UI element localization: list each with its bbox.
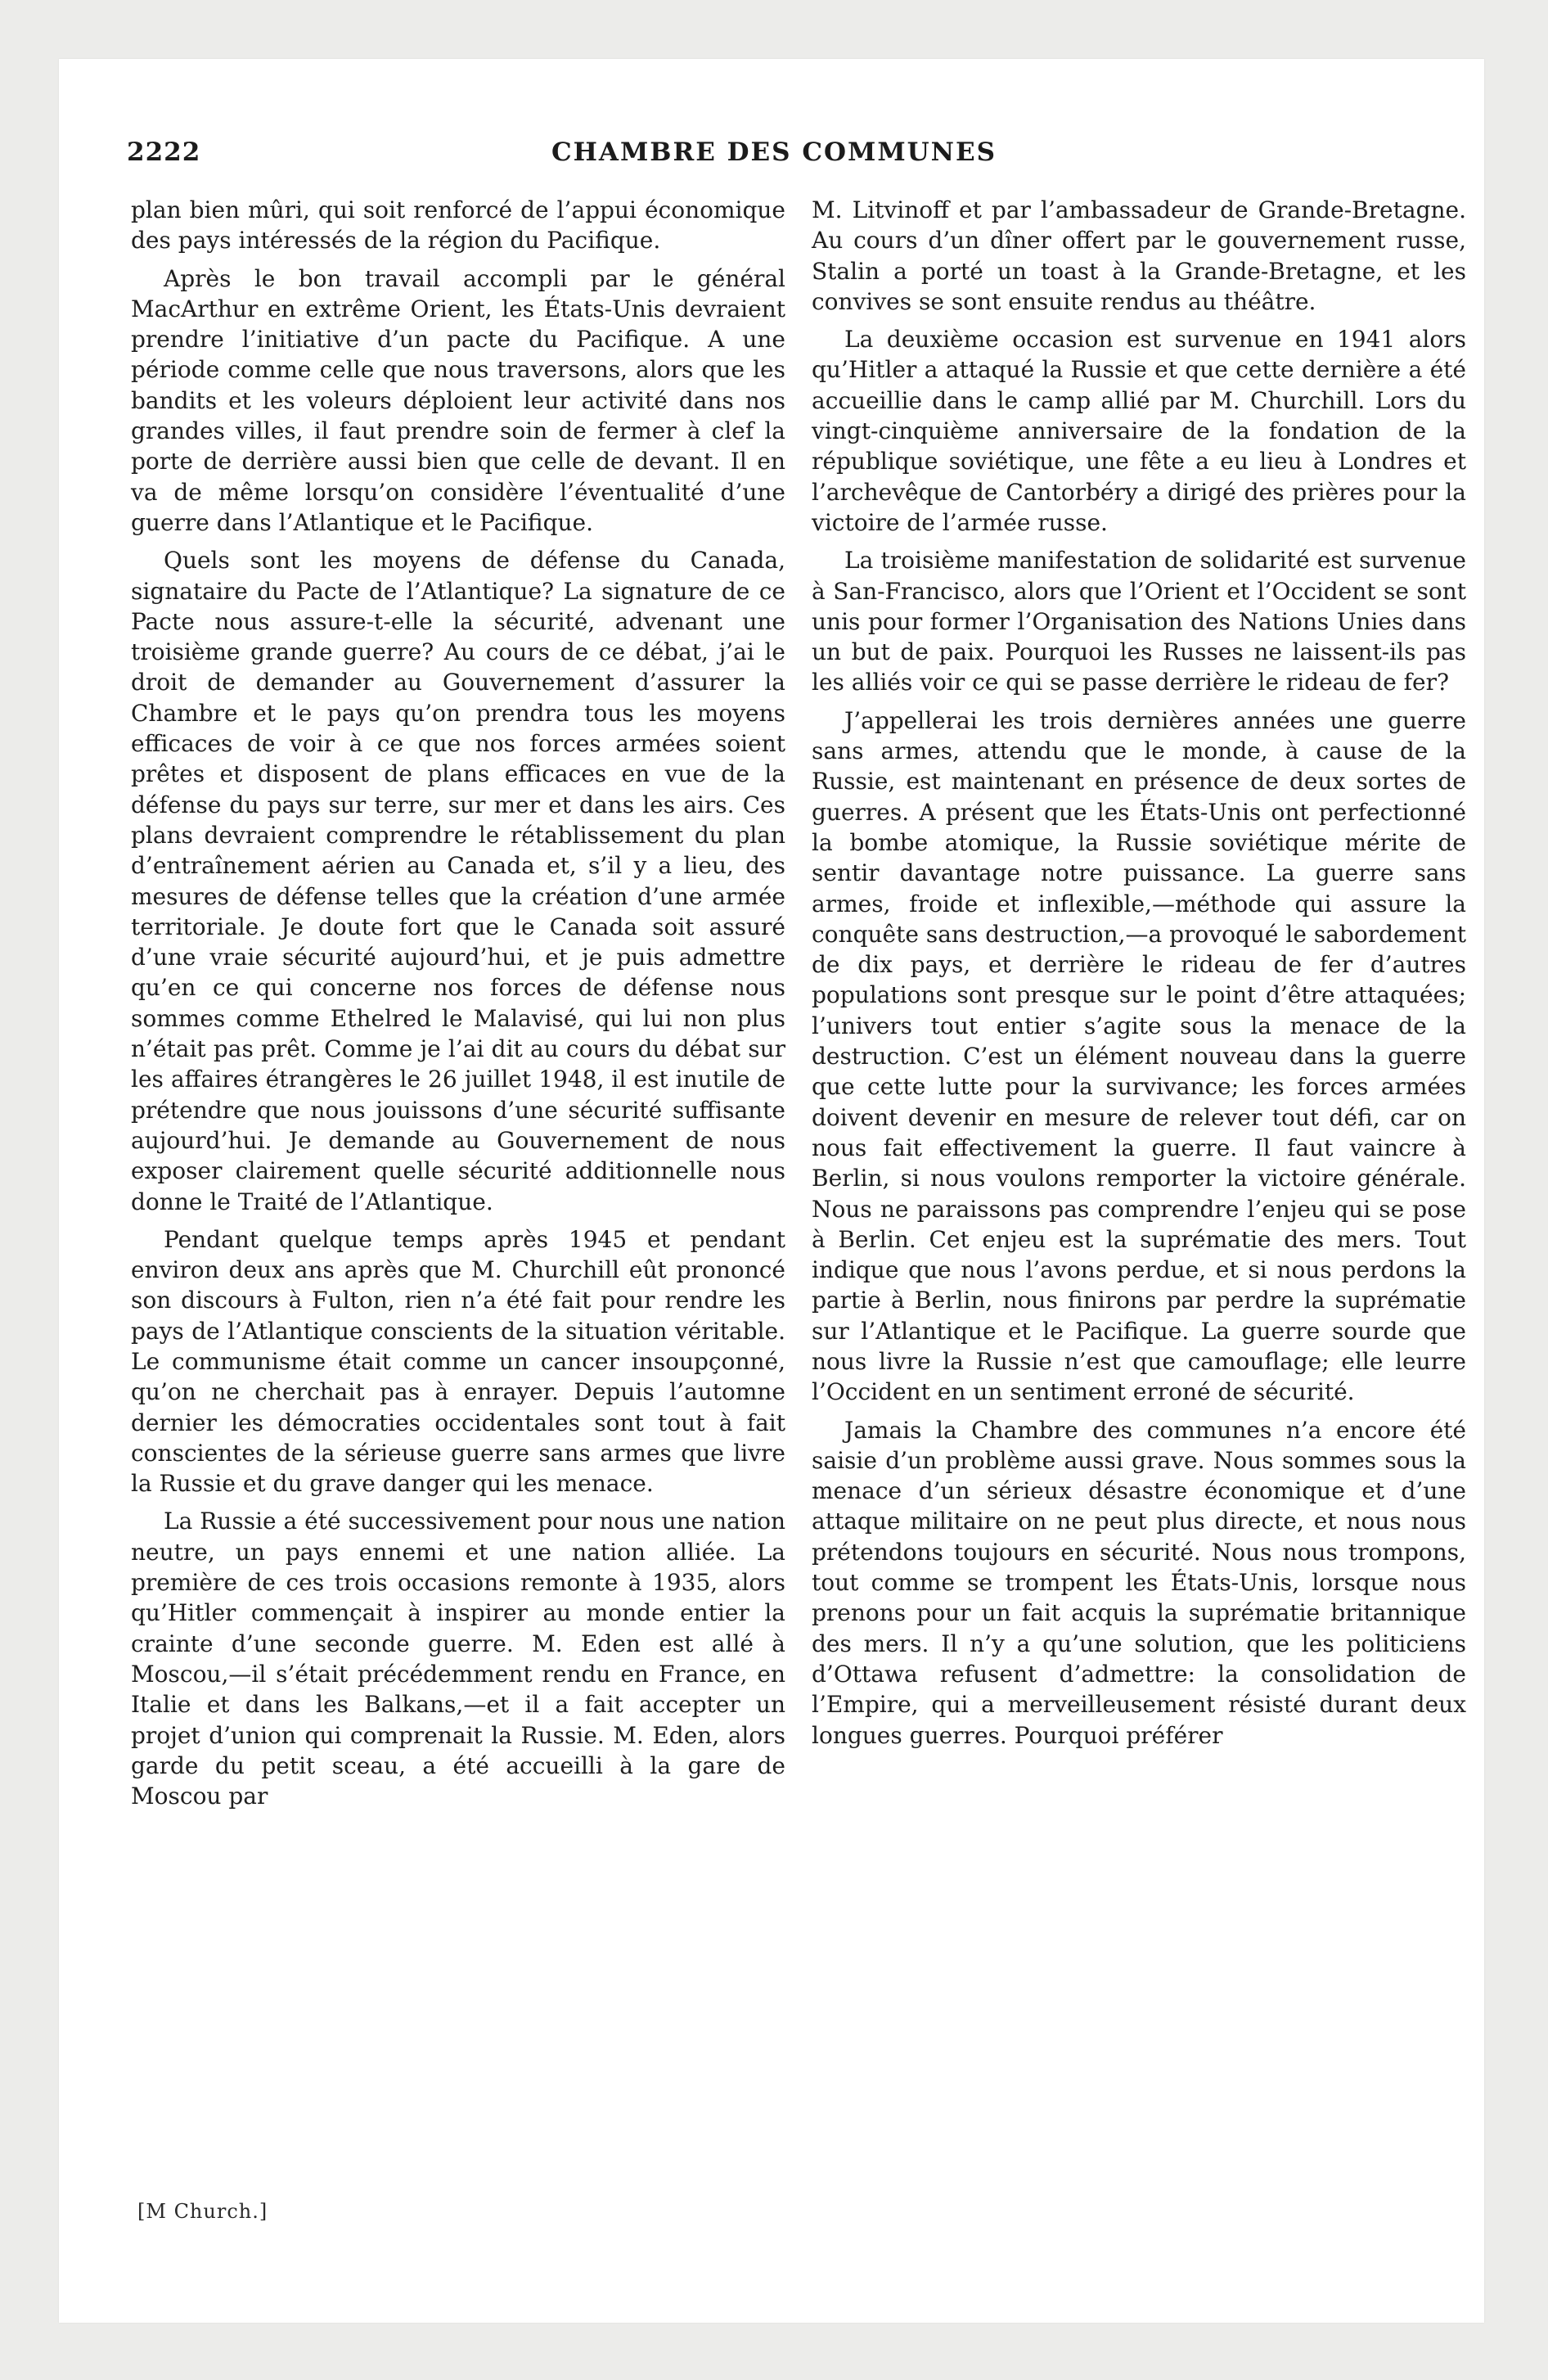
paragraph: Jamais la Chambre des communes n’a encore été saisie d’un problème aussi grave. Nous sommes sous la menace d’un sérieux désastre économique et d’une attaque militaire on ne peut plus directe, et nous nous prétendons toujours en sécurité. Nous nous trompons, tout comme se trompent les États-Unis, lorsque nous prenons pour un fait acquis la suprématie britannique des mers. Il n’y a qu’une solution, que les politiciens d’Ottawa refusent d’admettre: la consolidation de l’Empire, qui a merveilleusement résisté durant deux longues guerres. Pourquoi préférer (812, 1416, 1466, 1749)
paragraph: M. Litvinoff et par l’ambassadeur de Grande-Bretagne. Au cours d’un dîner offert par le gouvernement russe, Stalin a porté un toast à la Grande-Bretagne, et les convives se sont ensuite rendus au théâtre. (812, 196, 1466, 315)
speaker-footnote: [M Church.] (137, 2200, 268, 2223)
page-number: 2222 (127, 137, 201, 167)
paragraph: La deuxième occasion est survenue en 1941 alors qu’Hitler a attaqué la Russie et que cette dernière a été accueillie dans le camp allié par M. Churchill. Lors du vingt-cinquième anniversaire de la fondation de la république soviétique, une fête a eu lieu à Londres et l’archevêque de Cantorbéry a dirigé des prières pour la victoire de l’armée russe. (812, 326, 1466, 536)
left-column (131, 195, 785, 1819)
paragraph: plan bien mûri, qui soit renforcé de l’appui économique des pays intéressés de la région du Pacifique. (131, 196, 785, 255)
paragraph: Après le bon travail accompli par le général MacArthur en extrême Orient, les États-Unis devraient prendre l’initiative d’un pacte du Pacifique. A une période comme celle que nous traversons, alors que les bandits et les voleurs déploient leur activité dans nos grandes villes, il faut prendre soin de fermer à clef la porte de derrière aussi bien que celle de devant. Il en va de même lorsqu’on considère l’éventualité d’une guerre dans l’Atlantique et le Pacifique. (131, 264, 785, 536)
right-column (812, 195, 1466, 1758)
paragraph: J’appellerai les trois dernières années une guerre sans armes, attendu que le monde, à cause de la Russie, est maintenant en présence de deux sortes de guerres. A présent que les États-Unis ont perfectionné la bombe atomique, la Russie soviétique mérite de sentir davantage notre puissance. La guerre sans armes, froide et inflexible,—méthode qui assure la conquête sans destruction,—a provoqué le sabordement de dix pays, et derrière le rideau de fer d’autres populations sont presque sur le point d’être attaquées; l’univers tout entier s’agite sous la menace de la destruction. C’est un élément nouveau dans la guerre que cette lutte pour la survivance; les forces armées doivent devenir en mesure de relever tout défi, car on nous fait effectivement la guerre. Il faut vaincre à Berlin, si nous voulons remporter la victoire générale. Nous ne paraissons pas comprendre l’enjeu qui se pose à Berlin. Cet enjeu est la suprématie des mers. Tout indique que nous l’avons perdue, et si nous perdons la partie à Berlin, nous finirons par perdre la suprématie sur l’Atlantique et le Pacifique. La guerre sourde que nous livre la Russie n’est que camouflage; elle leurre l’Occident en un sentiment erroné de sécurité. (812, 706, 1466, 1406)
paragraph: La troisième manifestation de solidarité est survenue à San-Francisco, alors que l’Orient et l’Occident se sont unis pour former l’Organisation des Nations Unies dans un but de paix. Pourquoi les Russes ne laissent-ils pas les alliés voir ce qui se passe derrière le rideau de fer? (812, 547, 1466, 696)
paragraph: Quels sont les moyens de défense du Canada, signataire du Pacte de l’Atlantique? La signature de ce Pacte nous assure-t-elle la sécurité, advenant une troisième grande guerre? Au cours de ce débat, j’ai le droit de demander au Gouvernement d’assurer la Chambre et le pays qu’on prendra tous les moyens efficaces de voir à ce que nos forces armées soient prêtes et disposent de plans efficaces en vue de la défense du pays sur terre, sur mer et dans les airs. Ces plans devraient comprendre le rétablissement du plan d’entraînement aérien au Canada et, s’il y a lieu, des mesures de défense telles que la création d’une armée territoriale. Je doute fort que le Canada soit assuré d’une vraie sécurité aujourd’hui, et je puis admettre qu’en ce qui concerne nos forces de défense nous sommes comme Ethelred le Malavisé, qui lui non plus n’était pas prêt. Comme je l’ai dit au cours du débat sur les affaires étrangères le 26 juillet 1948, il est inutile de prétendre que nous jouissons d’une sécurité suffisante aujourd’hui. Je demande au Gouvernement de nous exposer clairement quelle sécurité additionnelle nous donne le Traité de l’Atlantique. (131, 547, 785, 1215)
paragraph: La Russie a été successivement pour nous une nation neutre, un pays ennemi et une nation alliée. La première de ces trois occasions remonte à 1935, alors qu’Hitler commençait à inspirer au monde entier la crainte d’une seconde guerre. M. Eden est allé à Moscou,—il s’était précédemment rendu en France, en Italie et dans les Balkans,—et il a fait accepter un projet d’union qui comprenait la Russie. M. Eden, alors garde du petit sceau, a été accueilli à la gare de Moscou par (131, 1508, 785, 1810)
running-head: CHAMBRE DES COMMUNES (551, 137, 997, 167)
paragraph: Pendant quelque temps après 1945 et pendant environ deux ans après que M. Churchill eût prononcé son discours à Fulton, rien n’a été fait pour rendre les pays de l’Atlantique conscients de la situation véritable. Le communisme était comme un cancer insoupçonné, qu’on ne cherchait pas à enrayer. Depuis l’automne dernier les démocraties occidentales sont tout à fait conscientes de la sérieuse guerre sans armes que livre la Russie et du grave danger qui les menace. (131, 1225, 785, 1498)
